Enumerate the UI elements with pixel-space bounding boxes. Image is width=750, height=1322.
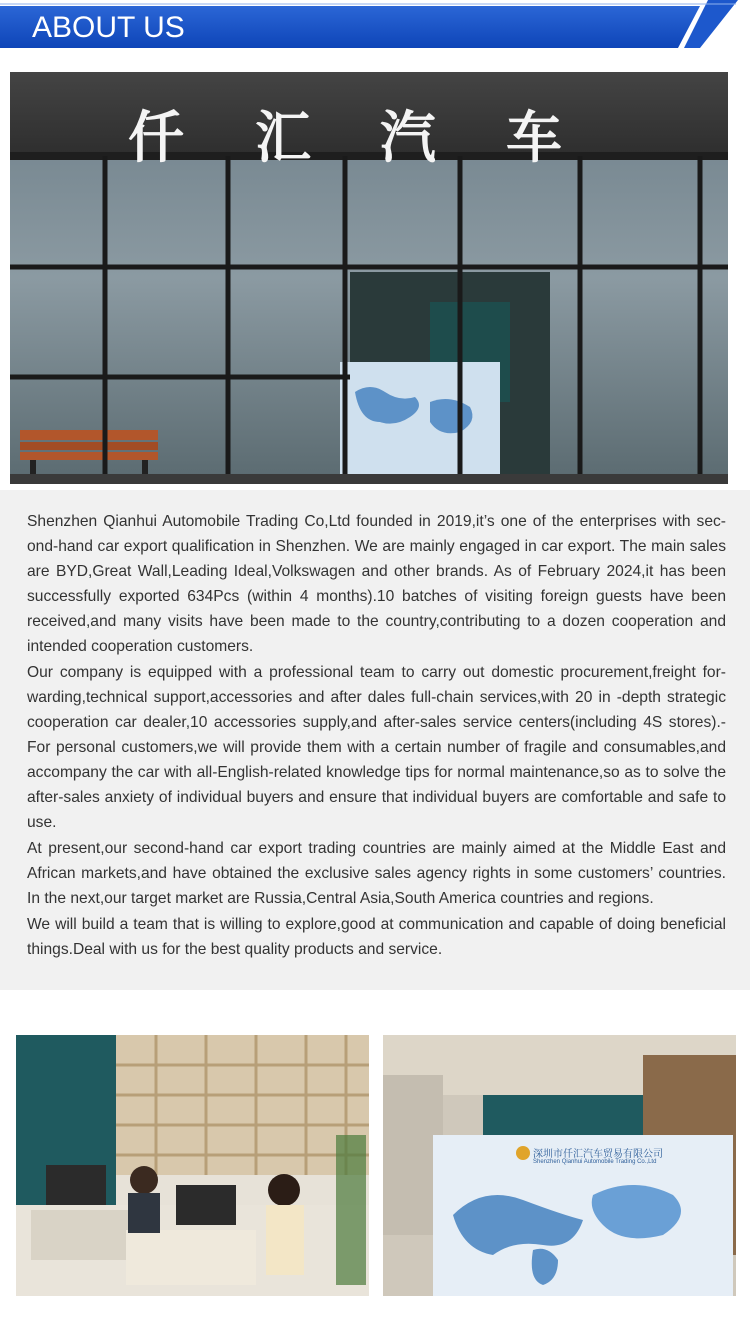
storefront-sign-char: 汽	[380, 106, 436, 171]
section-title: ABOUT US	[32, 11, 185, 44]
about-text	[27, 509, 726, 963]
storefront-photo	[10, 72, 728, 484]
about-paragraph: Shenzhen Qianhui Automobile Trading Co,Ltd founded in 2019,it’s one of the enterprises with sec-ond-hand car export qualification in Shenzhen. We are mainly engaged in car export. The main sales are BYD,Great Wall,Leading Ideal,Volkswagen and other brands. As of February 2024,it has been successfully exported 634Pcs (within 4 months).10 batches of visiting foreign guests have been received,and many visits have been made to the country,contributing to a dozen cooperation and intended cooperation customers.	[27, 513, 726, 655]
storefront-sign-char: 仟	[128, 106, 184, 171]
office-photo	[16, 1035, 369, 1296]
lobby-company-name-cn: 深圳市仟汇汽车贸易有限公司	[533, 1149, 663, 1160]
storefront-sign-char: 汇	[255, 106, 311, 171]
storefront-sign-char: 车	[506, 106, 562, 171]
lobby-photo	[383, 1035, 736, 1296]
about-paragraph: Our company is equipped with a professional team to carry out domestic procurement,freight for-warding,technical support,accessories and after dales full-chain services,with 20 in -depth strategic cooperation car dealer,10 accessories supply,and after-sales service centers(including 4S stores).-For personal customers,we will provide them with a certain number of fragile and consumables,and accompany the car with all-English-related knowledge tips for normal maintenance,so as to solve the after-sales anxiety of individual buyers and ensure that individual buyers are comfortable and safe to use.	[27, 664, 726, 831]
about-paragraph: We will build a team that is willing to explore,good at communication and capable of doing beneficial things.Deal with us for the best quality products and service.	[27, 916, 726, 958]
card-shadow	[0, 990, 750, 1018]
about-paragraph: At present,our second-hand car export trading countries are mainly aimed at the Middle East and African markets,and have obtained the exclusive sales agency rights in some customers’ countries. In the next,our target market are Russia,Central Asia,South America countries and regions.	[27, 840, 726, 907]
lobby-company-name-en: Shenzhen Qianhui Automobile Trading Co.,Ltd	[533, 1159, 657, 1165]
